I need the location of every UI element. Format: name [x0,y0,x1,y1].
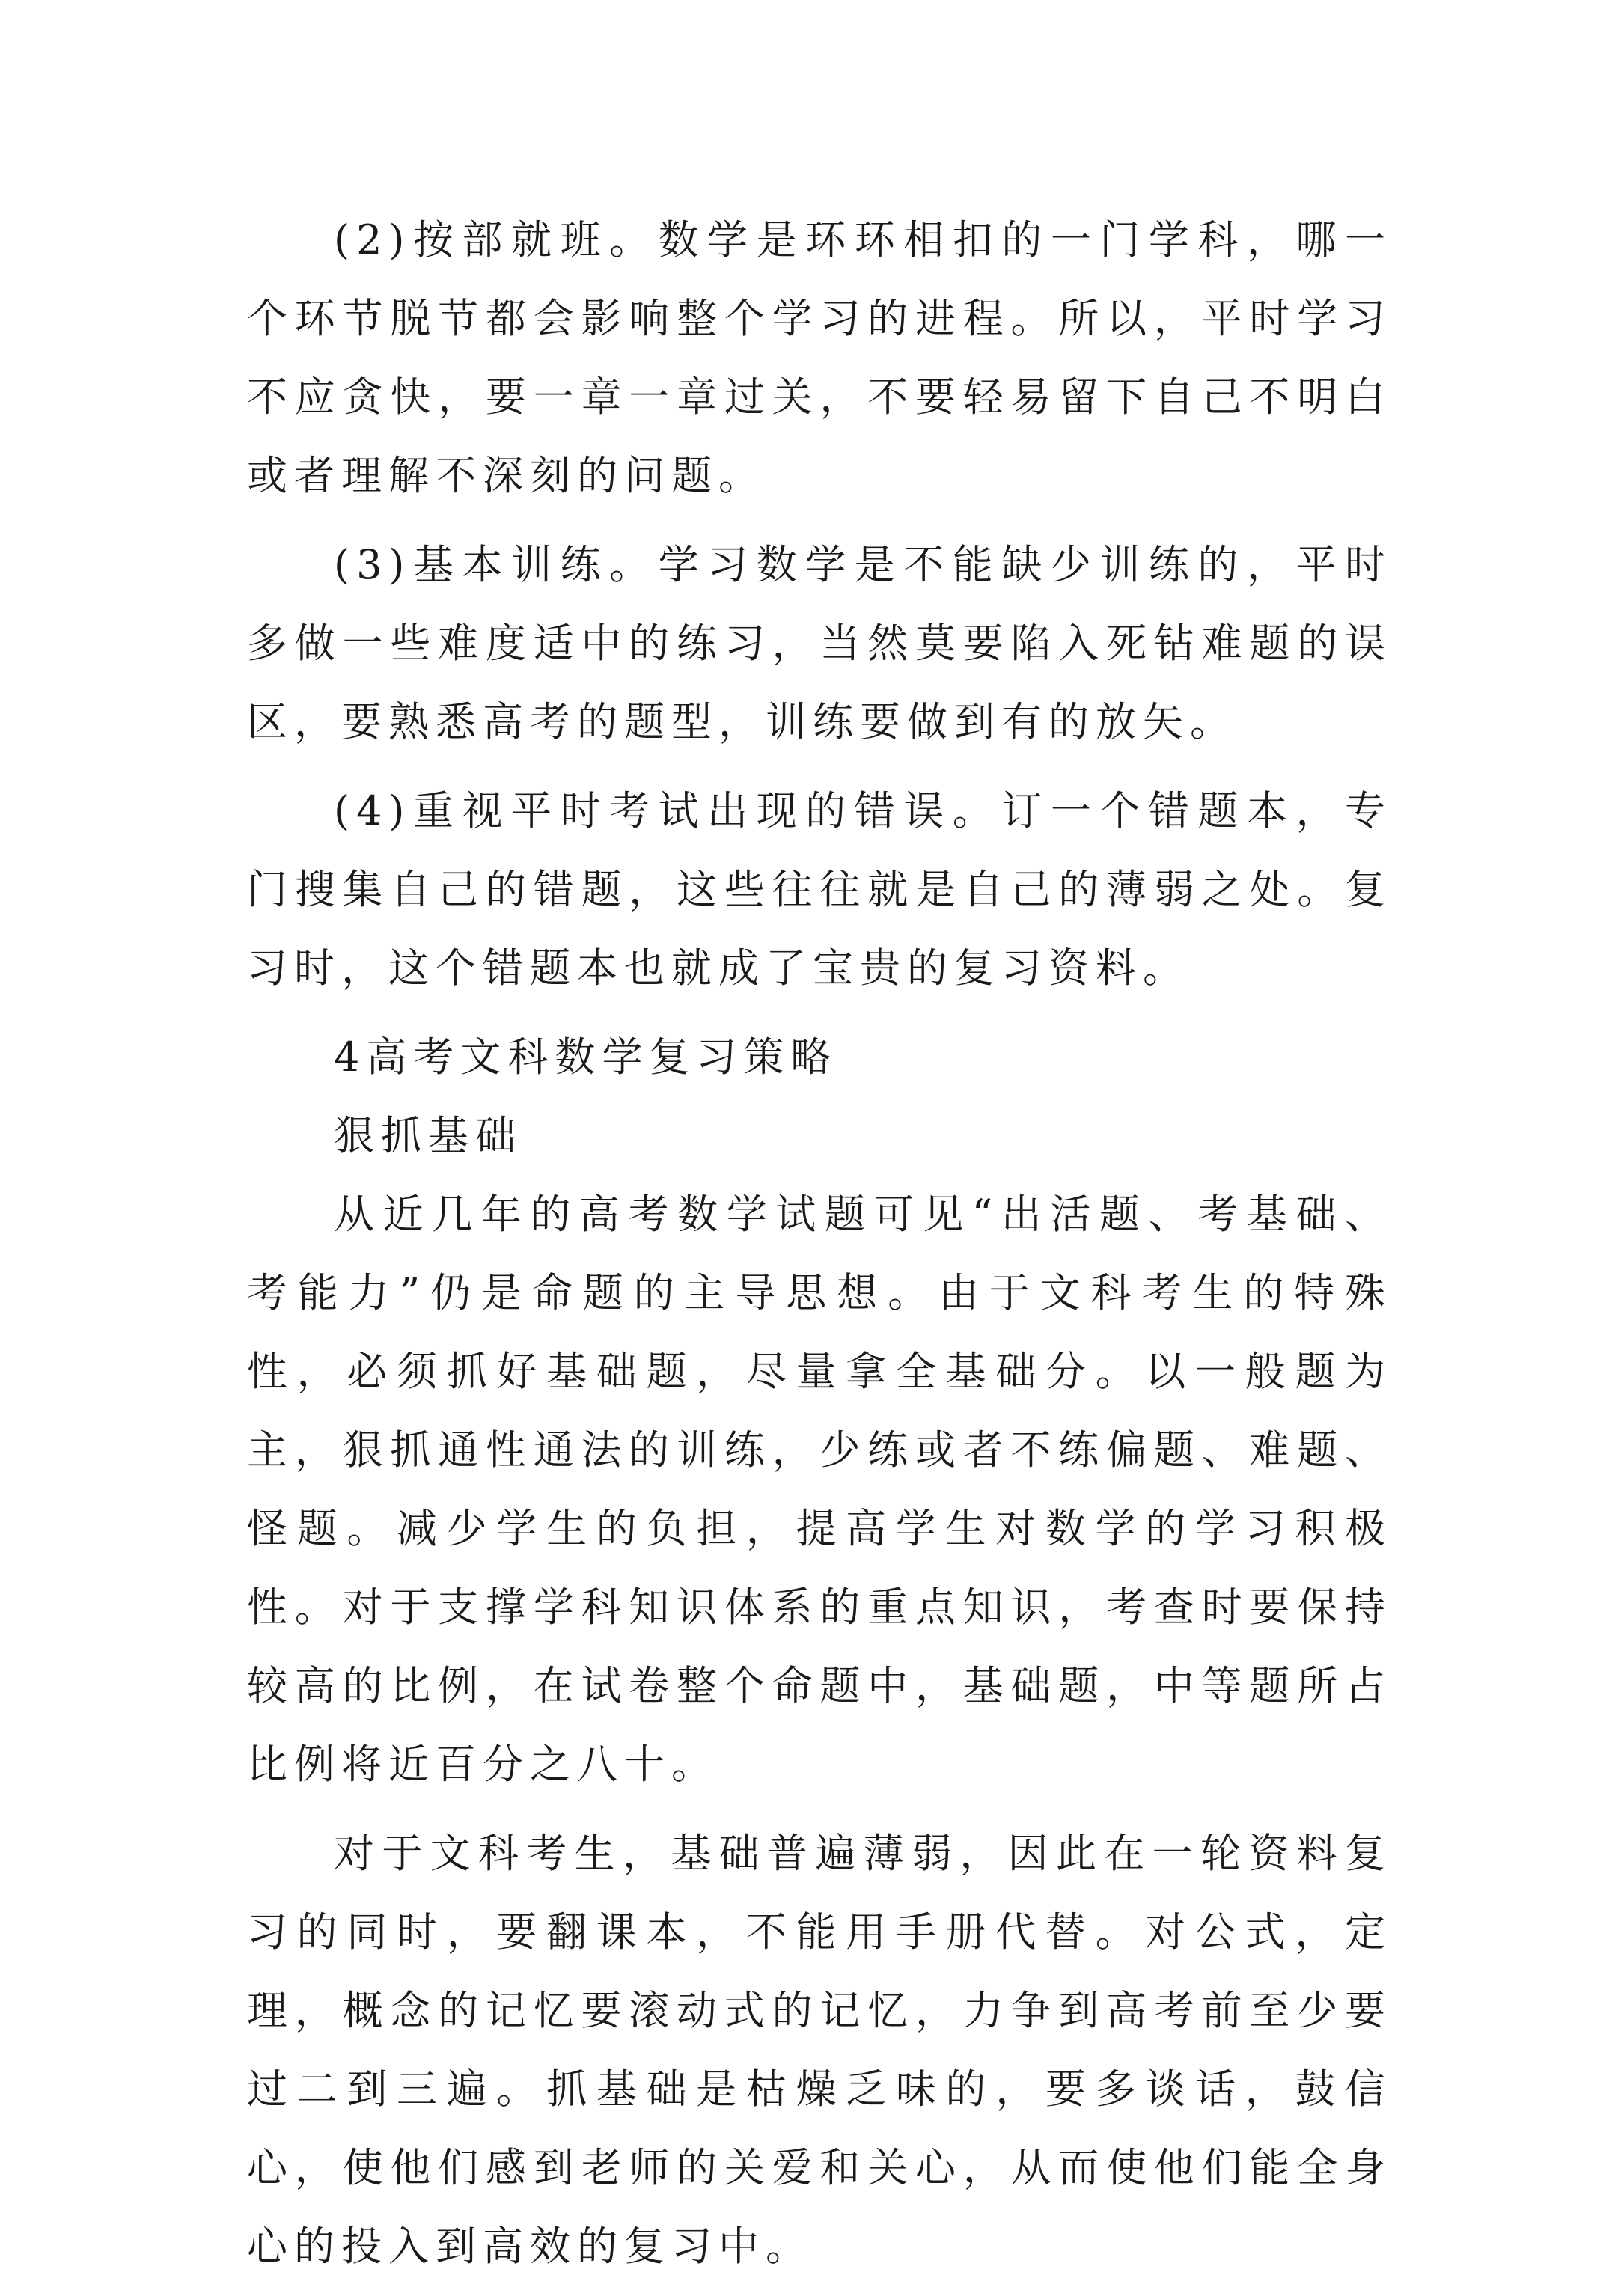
section-heading: 4高考文科数学复习策略 [334,1033,838,1081]
paragraph-liberal-arts: 对于文科考生，基础普遍薄弱，因此在一轮资料复习的同时，要翻课本，不能用手册代替。对公式，定理，概念的记忆要滚动式的记忆，力争到高考前至少要过二到三遍。抓基础是枯燥乏味的，要多谈话，鼓信心，使他们感到老师的关爱和关心，从而使他们能全身心的投入到高效的复习中。 [247,1830,1392,2270]
paragraph-step-2: (2)按部就班。数学是环环相扣的一门学科，哪一个环节脱节都会影响整个学习的进程。所以，平时学习不应贪快，要一章一章过关，不要轻易留下自己不明白或者理解不深刻的问题。 [247,216,1392,499]
paragraph-foundation: 从近几年的高考数学试题可见“出活题、考基础、考能力”仍是命题的主导思想。由于文科考生的特殊性，必须抓好基础题，尽量拿全基础分。以一般题为主，狠抓通性通法的训练，少练或者不练偏题、难题、怪题。减少学生的负担，提高学生对数学的学习积极性。对于支撑学科知识体系的重点知识，考查时要保持较高的比例，在试卷整个命题中，基础题，中等题所占比例将近百分之八十。 [247,1191,1392,1788]
subsection-heading: 狠抓基础 [334,1112,522,1159]
paragraph-step-3: (3)基本训练。学习数学是不能缺少训练的，平时多做一些难度适中的练习，当然莫要陷入死钻难题的误区，要熟悉高考的题型，训练要做到有的放矢。 [247,541,1392,745]
paragraph-step-4: (4)重视平时考试出现的错误。订一个错题本，专门搜集自己的错题，这些往往就是自己的薄弱之处。复习时，这个错题本也就成了宝贵的复习资料。 [247,787,1392,992]
document-body [247,201,1392,2296]
